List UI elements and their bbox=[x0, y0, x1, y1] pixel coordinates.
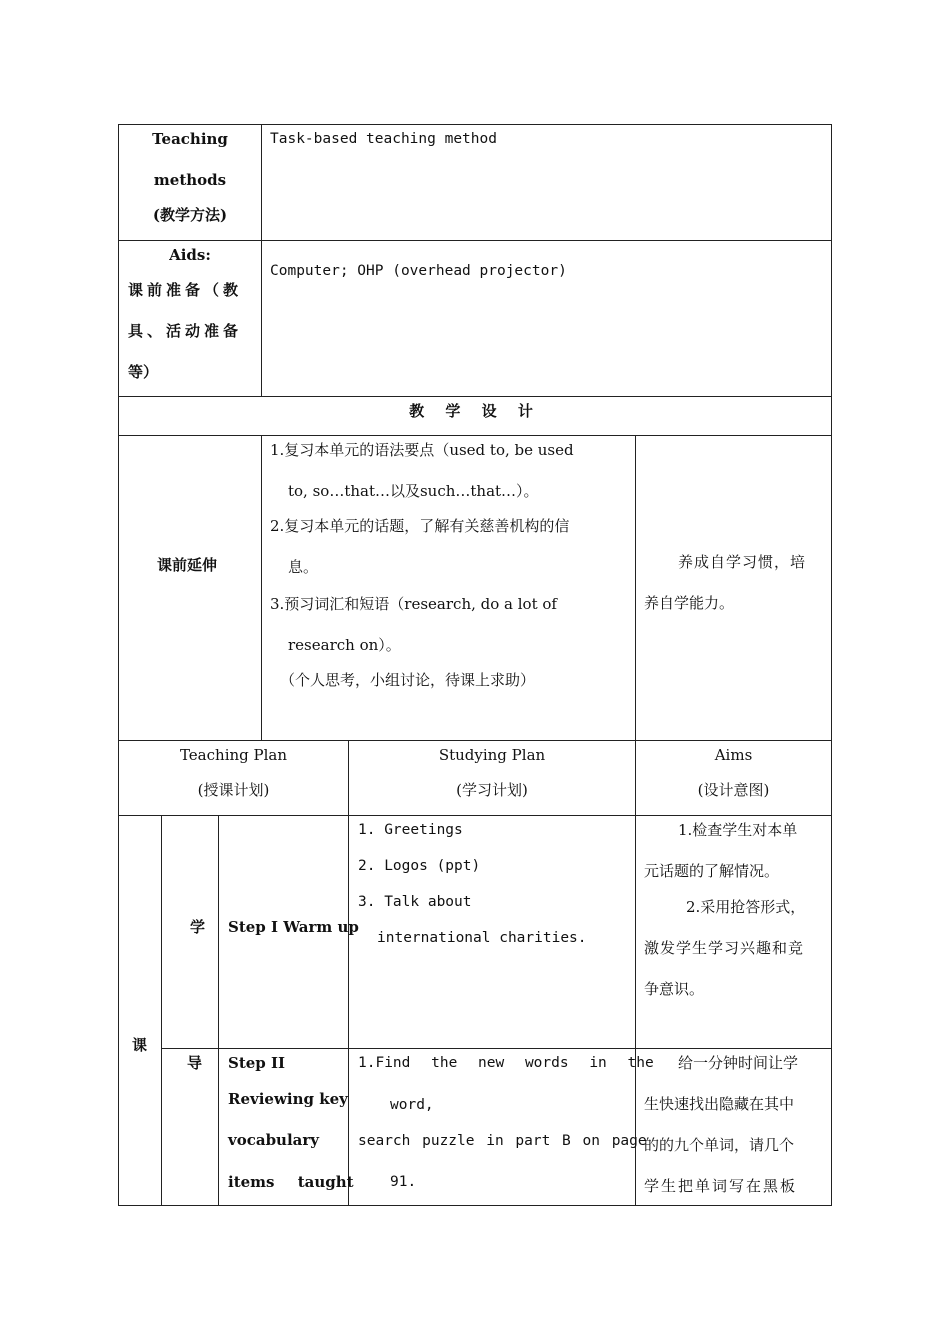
step1-title: Step I Warm up bbox=[228, 918, 359, 936]
teaching-plan-header: Teaching Plan bbox=[179, 746, 288, 764]
table-border-top bbox=[118, 124, 832, 125]
step2-aim: 给一分钟时间让学 bbox=[678, 1054, 799, 1072]
row-divider bbox=[118, 740, 832, 741]
step2-aim: 生快速找出隐藏在其中 bbox=[644, 1095, 795, 1113]
step1-aim: 元话题的了解情况。 bbox=[644, 862, 780, 880]
step1-aim: 激发学生学习兴趣和竞 bbox=[644, 939, 805, 957]
preview-line: research on）。 bbox=[288, 636, 401, 654]
step2-aim: 学生把单词写在黑板 bbox=[644, 1177, 798, 1195]
col-divider bbox=[261, 435, 262, 740]
methods-content: Task-based teaching method bbox=[270, 131, 497, 147]
studying-plan-header: Studying Plan bbox=[438, 746, 546, 764]
preview-aim-line: 养成自学习惯，培 bbox=[678, 553, 807, 571]
studying-plan-header-cn: (学习计划) bbox=[456, 781, 528, 799]
table-border-left bbox=[118, 124, 119, 1206]
preview-label: 课前延伸 bbox=[157, 556, 218, 574]
methods-label-line: methods bbox=[153, 171, 227, 189]
col-divider bbox=[348, 740, 349, 1206]
teaching-plan-header-cn: (授课计划) bbox=[197, 781, 270, 799]
row-divider bbox=[118, 815, 832, 816]
aims-header: Aims bbox=[714, 746, 753, 764]
step2-title-line: Step II bbox=[228, 1054, 286, 1072]
table-border-right bbox=[831, 124, 832, 1206]
aids-label-line: 课前准备（教 bbox=[128, 281, 243, 299]
preview-line: to, so…that…以及such…that…）。 bbox=[288, 482, 539, 500]
step1-aim: 争意识。 bbox=[644, 980, 705, 998]
step2-title-line: vocabulary bbox=[228, 1131, 320, 1149]
step2-title-line: Reviewing key bbox=[228, 1090, 348, 1108]
step2-title-line: items taught bbox=[228, 1173, 354, 1191]
aids-label-line: 具、活动准备 bbox=[128, 322, 243, 340]
step1-aim: 1.检查学生对本单 bbox=[678, 821, 798, 839]
col-divider bbox=[261, 124, 262, 396]
aims-header-cn: (设计意图) bbox=[697, 781, 770, 799]
step1-phase: 学 bbox=[190, 918, 206, 936]
row-divider bbox=[161, 1048, 832, 1049]
methods-label-line: Teaching bbox=[152, 130, 228, 148]
step2-aim: 的的九个单词，请几个 bbox=[644, 1136, 795, 1154]
methods-label-line: (教学方法) bbox=[152, 206, 228, 224]
step1-item: 1. Greetings bbox=[358, 822, 463, 838]
step2-item: 1.Find the new words in the bbox=[358, 1055, 654, 1071]
col-divider bbox=[218, 815, 219, 1206]
step2-phase: 导 bbox=[187, 1054, 203, 1072]
step1-item: 3. Talk about bbox=[358, 894, 472, 910]
row-divider bbox=[118, 435, 832, 436]
aids-label-line: 等） bbox=[128, 363, 159, 381]
lesson-col-label: 课 bbox=[132, 1036, 148, 1054]
aids-label-line: Aids: bbox=[169, 246, 211, 264]
preview-aim-line: 养自学能力。 bbox=[644, 594, 735, 612]
step1-aim: 2.采用抢答形式， bbox=[686, 898, 806, 916]
preview-line: 息。 bbox=[288, 558, 319, 576]
step2-item: 91. bbox=[390, 1174, 417, 1190]
preview-line: （个人思考，小组讨论，待课上求助） bbox=[280, 671, 536, 689]
step2-item: word, bbox=[390, 1097, 434, 1113]
col-divider bbox=[161, 815, 162, 1206]
preview-line: 1.复习本单元的语法要点（used to, be used bbox=[270, 441, 574, 459]
design-header: 教 学 设 计 bbox=[409, 402, 541, 420]
preview-line: 2.复习本单元的话题，了解有关慈善机构的信 bbox=[270, 517, 570, 535]
step2-item: search puzzle in part B on page bbox=[358, 1133, 647, 1149]
aids-content: Computer; OHP (overhead projector) bbox=[270, 263, 567, 279]
preview-line: 3.预习词汇和短语（research, do a lot of bbox=[270, 595, 557, 613]
step1-item: international charities. bbox=[377, 930, 587, 946]
step1-item: 2. Logos (ppt) bbox=[358, 858, 481, 874]
col-divider bbox=[635, 435, 636, 1206]
row-divider bbox=[118, 240, 832, 241]
row-divider bbox=[118, 396, 832, 397]
table-border-bottom bbox=[118, 1205, 832, 1206]
